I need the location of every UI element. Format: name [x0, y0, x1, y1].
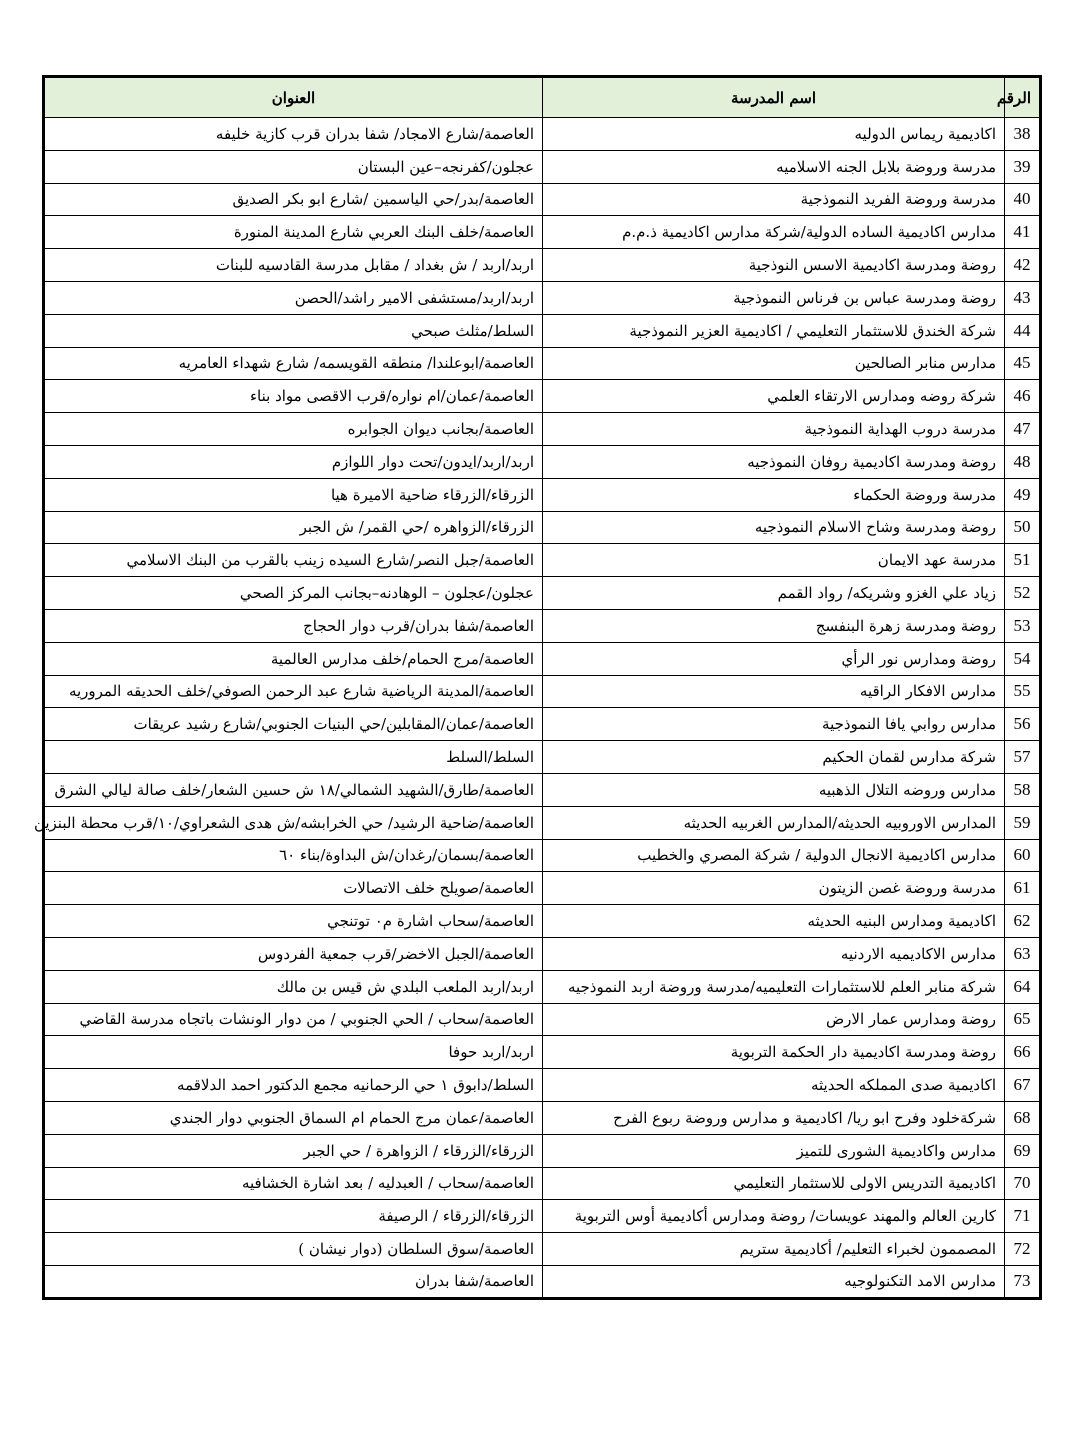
table-row: [44, 511, 1041, 544]
row-number: 44: [1005, 314, 1041, 347]
school-name-cell: شركة منابر العلم للاستثمارات التعليميه/مدرسة وروضة اربد النموذجيه: [543, 970, 1005, 1003]
address-cell: الزرقاء/الزرقاء / الرصيفة: [44, 1200, 543, 1233]
table-row: [44, 445, 1041, 478]
table-row: [44, 839, 1041, 872]
table-row: [44, 773, 1041, 806]
address-cell: العاصمة/سحاب / الحي الجنوبي / من دوار الونشات باتجاه مدرسة القاضي: [44, 1003, 543, 1036]
address-cell: العاصمة/صويلح خلف الاتصالات: [44, 872, 543, 905]
address-cell: عجلون/عجلون – الوهادنه–بجانب المركز الصحي: [44, 577, 543, 610]
school-name-cell: اكاديمية ريماس الدوليه: [543, 118, 1005, 151]
header-row: [44, 77, 1041, 118]
row-number: 49: [1005, 478, 1041, 511]
school-name-cell: كارين العالم والمهند عويسات/ روضة ومدارس أكاديمية أوس التربوية: [543, 1200, 1005, 1233]
row-number: 48: [1005, 445, 1041, 478]
row-number: 63: [1005, 937, 1041, 970]
address-cell: السلط/السلط: [44, 741, 543, 774]
row-number: 40: [1005, 183, 1041, 216]
address-cell: الزرقاء/الزرقاء ضاحية الاميرة هيا: [44, 478, 543, 511]
school-name-cell: اكاديمية صدى المملكه الحديثه: [543, 1069, 1005, 1102]
table-row: [44, 609, 1041, 642]
row-number: 59: [1005, 806, 1041, 839]
school-name-cell: شركةخلود وفرح ابو ريا/ اكاديمية و مدارس وروضة ربوع الفرح: [543, 1101, 1005, 1134]
address-cell: عجلون/كفرنجه–عين البستان: [44, 150, 543, 183]
row-number: 54: [1005, 642, 1041, 675]
address-cell: العاصمة/سحاب / العبدليه / بعد اشارة الخشافيه: [44, 1167, 543, 1200]
header-number: الرقم: [1005, 77, 1041, 118]
table-row: [44, 347, 1041, 380]
table-row: [44, 970, 1041, 1003]
school-name-cell: روضة ومدرسة عباس بن فرناس النموذجية: [543, 281, 1005, 314]
table-row: [44, 1265, 1041, 1298]
address-cell: العاصمة/بجانب ديوان الجوابره: [44, 413, 543, 446]
school-name-cell: روضة ومدارس عمار الارض: [543, 1003, 1005, 1036]
table-row: [44, 216, 1041, 249]
row-number: 53: [1005, 609, 1041, 642]
table-row: [44, 118, 1041, 151]
row-number: 60: [1005, 839, 1041, 872]
row-number: 61: [1005, 872, 1041, 905]
school-name-cell: مدرسة وروضة الفريد النموذجية: [543, 183, 1005, 216]
table-row: [44, 1233, 1041, 1266]
row-number: 56: [1005, 708, 1041, 741]
school-name-cell: مدارس وروضه التلال الذهبيه: [543, 773, 1005, 806]
row-number: 45: [1005, 347, 1041, 380]
school-name-cell: روضة ومدرسة زهرة البنفسج: [543, 609, 1005, 642]
school-name-cell: شركة مدارس لقمان الحكيم: [543, 741, 1005, 774]
address-cell: اربد/اربد / ش بغداد / مقابل مدرسة القادسيه للبنات: [44, 249, 543, 282]
address-cell: السلط/مثلث صبحي: [44, 314, 543, 347]
school-name-cell: مدارس روابي يافا النموذجية: [543, 708, 1005, 741]
school-name-cell: روضة ومدرسة اكاديمية الاسس النوذجية: [543, 249, 1005, 282]
schools-table: [33, 75, 1042, 1300]
address-cell: العاصمة/طارق/الشهيد الشمالي/١٨ ش حسين الشعار/خلف صالة ليالي الشرق: [44, 773, 543, 806]
table-row: [44, 1003, 1041, 1036]
row-number: 52: [1005, 577, 1041, 610]
school-name-cell: روضة ومدارس نور الرأي: [543, 642, 1005, 675]
address-cell: العاصمة/المدينة الرياضية شارع عبد الرحمن الصوفي/خلف الحديقه المروريه: [44, 675, 543, 708]
school-name-cell: مدرسة وروضة الحكماء: [543, 478, 1005, 511]
table-row: [44, 708, 1041, 741]
table-row: [44, 1036, 1041, 1069]
school-name-cell: روضة ومدرسة وشاح الاسلام النموذجيه: [543, 511, 1005, 544]
school-name-cell: مدارس الاكاديميه الاردنيه: [543, 937, 1005, 970]
school-name-cell: زياد علي الغزو وشريكه/ رواد القمم: [543, 577, 1005, 610]
row-number: 55: [1005, 675, 1041, 708]
school-name-cell: المصممون لخبراء التعليم/ أكاديمية ستريم: [543, 1233, 1005, 1266]
school-name-cell: اكاديمية ومدارس البنيه الحديثه: [543, 905, 1005, 938]
address-cell: العاصمة/مرج الحمام/خلف مدارس العالمية: [44, 642, 543, 675]
school-name-cell: مدرسة عهد الايمان: [543, 544, 1005, 577]
school-name-cell: مدارس الافكار الراقيه: [543, 675, 1005, 708]
table-row: [44, 380, 1041, 413]
address-cell: العاصمة/عمان/المقابلين/حي البنيات الجنوبي/شارع رشيد عريقات: [44, 708, 543, 741]
school-name-cell: شركة روضه ومدارس الارتقاء العلمي: [543, 380, 1005, 413]
table-row: [44, 1101, 1041, 1134]
row-number: 70: [1005, 1167, 1041, 1200]
school-name-cell: روضة ومدرسة اكاديمية روفان النموذجيه: [543, 445, 1005, 478]
school-name-cell: روضة ومدرسة اكاديمية دار الحكمة التربوية: [543, 1036, 1005, 1069]
table-row: [44, 741, 1041, 774]
row-number: 58: [1005, 773, 1041, 806]
school-name-cell: المدارس الاوروبيه الحديثه/المدارس الغربيه الحديثه: [543, 806, 1005, 839]
table-row: [44, 872, 1041, 905]
row-number: 50: [1005, 511, 1041, 544]
row-number: 46: [1005, 380, 1041, 413]
row-number: 73: [1005, 1265, 1041, 1298]
row-number: 39: [1005, 150, 1041, 183]
row-number: 47: [1005, 413, 1041, 446]
table-row: [44, 150, 1041, 183]
row-number: 38: [1005, 118, 1041, 151]
school-name-cell: مدارس اكاديمية الانجال الدولية / شركة المصري والخطيب: [543, 839, 1005, 872]
address-cell: العاصمة/عمان/ام نواره/قرب الاقصى مواد بناء: [44, 380, 543, 413]
row-number: 65: [1005, 1003, 1041, 1036]
address-cell: العاصمة/شارع الامجاد/ شفا بدران قرب كازية خليفه: [44, 118, 543, 151]
address-cell: العاصمة/خلف البنك العربي شارع المدينة المنورة: [44, 216, 543, 249]
school-name-cell: مدرسة دروب الهداية النموذجية: [543, 413, 1005, 446]
table-row: [44, 577, 1041, 610]
table-row: [44, 1069, 1041, 1102]
address-cell: العاصمة/سوق السلطان (دوار نيشان ): [44, 1233, 543, 1266]
table-row: [44, 249, 1041, 282]
table-row: [44, 1200, 1041, 1233]
row-number: 43: [1005, 281, 1041, 314]
school-name-cell: مدارس واكاديمية الشورى للتميز: [543, 1134, 1005, 1167]
address-cell: الزرقاء/الزواهره /حي القمر/ ش الجبر: [44, 511, 543, 544]
row-number: 67: [1005, 1069, 1041, 1102]
school-name-cell: مدرسة وروضة بلابل الجنه الاسلاميه: [543, 150, 1005, 183]
row-number: 51: [1005, 544, 1041, 577]
address-cell: الزرقاء/الزرقاء / الزواهرة / حي الجبر: [44, 1134, 543, 1167]
address-cell: العاصمة/شفا بدران: [44, 1265, 543, 1298]
table-row: [44, 478, 1041, 511]
table-row: [44, 281, 1041, 314]
school-name-cell: مدارس الامد التكنولوجيه: [543, 1265, 1005, 1298]
address-cell: العاصمة/الجبل الاخضر/قرب جمعية الفردوس: [44, 937, 543, 970]
table-row: [44, 1167, 1041, 1200]
table-row: [44, 183, 1041, 216]
address-cell: العاصمة/شفا بدران/قرب دوار الحجاج: [44, 609, 543, 642]
address-cell: العاصمة/عمان مرج الحمام ام السماق الجنوبي دوار الجندي: [44, 1101, 543, 1134]
address-cell: اربد/اربد/مستشفى الامير راشد/الحصن: [44, 281, 543, 314]
header-address: العنوان: [44, 77, 543, 118]
address-cell: العاصمة/ابوعلندا/ منطقه القويسمه/ شارع شهداء العامريه: [44, 347, 543, 380]
table-row: [44, 413, 1041, 446]
school-name-cell: اكاديمية التدريس الاولى للاستثمار التعليمي: [543, 1167, 1005, 1200]
row-number: 42: [1005, 249, 1041, 282]
row-number: 66: [1005, 1036, 1041, 1069]
row-number: 41: [1005, 216, 1041, 249]
row-number: 68: [1005, 1101, 1041, 1134]
address-cell: اربد/اربد حوفا: [44, 1036, 543, 1069]
row-number: 71: [1005, 1200, 1041, 1233]
row-number: 64: [1005, 970, 1041, 1003]
address-cell: العاصمة/جبل النصر/شارع السيده زينب بالقرب من البنك الاسلامي: [44, 544, 543, 577]
address-cell: العاصمة/ضاحية الرشيد/ حي الخرابشه/ش هدى الشعراوي/١٠/قرب محطة البنزين: [44, 806, 543, 839]
table-row: [44, 314, 1041, 347]
table-row: [44, 1134, 1041, 1167]
table-row: [44, 642, 1041, 675]
table-row: [44, 905, 1041, 938]
school-name-cell: مدارس منابر الصالحين: [543, 347, 1005, 380]
row-number: 57: [1005, 741, 1041, 774]
header-school-name: اسم المدرسة: [543, 77, 1005, 118]
address-cell: اربد/اربد/ايدون/تحت دوار اللوازم: [44, 445, 543, 478]
address-cell: العاصمة/بدر/حي الياسمين /شارع ابو بكر الصديق: [44, 183, 543, 216]
table-row: [44, 675, 1041, 708]
table-row: [44, 937, 1041, 970]
address-cell: السلط/دابوق ١ حي الرحمانيه مجمع الدكتور احمد الدلاقمه: [44, 1069, 543, 1102]
school-name-cell: مدارس اكاديمية الساده الدولية/شركة مدارس اكاديمية ذ.م.م: [543, 216, 1005, 249]
school-name-cell: مدرسة وروضة غصن الزيتون: [543, 872, 1005, 905]
address-cell: العاصمة/بسمان/رغدان/ش البداوة/بناء ٦٠: [44, 839, 543, 872]
address-cell: العاصمة/سحاب اشارة م٠ توتنجي: [44, 905, 543, 938]
row-number: 62: [1005, 905, 1041, 938]
row-number: 72: [1005, 1233, 1041, 1266]
address-cell: اربد/اربد الملعب البلدي ش قيس بن مالك: [44, 970, 543, 1003]
row-number: 69: [1005, 1134, 1041, 1167]
school-name-cell: شركة الخندق للاستثمار التعليمي / اكاديمية العزير النموذجية: [543, 314, 1005, 347]
table-row: [44, 806, 1041, 839]
table-row: [44, 544, 1041, 577]
